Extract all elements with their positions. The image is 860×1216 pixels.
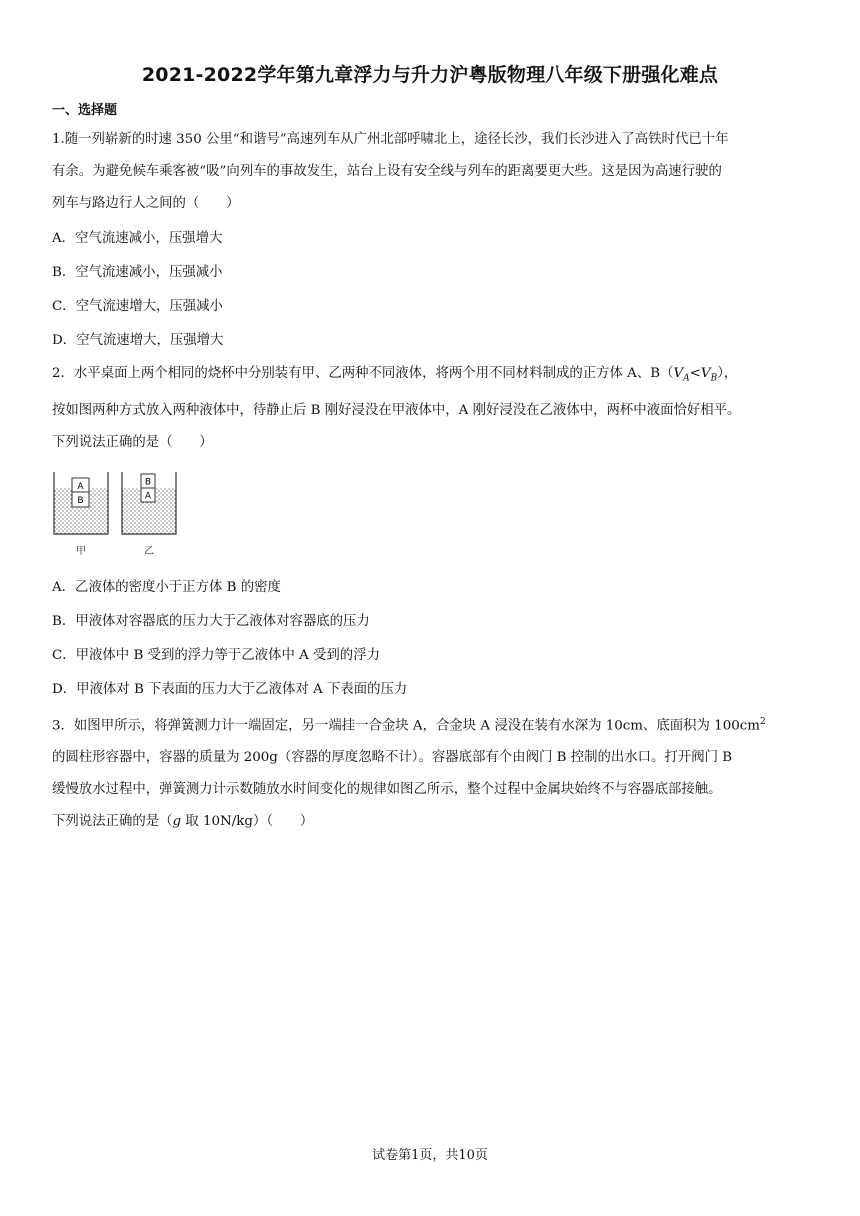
question-1-option-c: C．空气流速增大，压强减小 (52, 299, 223, 314)
cube-label: B (77, 496, 84, 506)
page-title: 2021-2022学年第九章浮力与升力沪粤版物理八年级下册强化难点 (141, 64, 719, 86)
question-3-text: 3．如图甲所示，将弹簧测力计一端固定，另一端挂一合金块 A，合金块 A 浸没在装有水深为 10cm、底面积为 100cm (52, 718, 760, 734)
question-1-line: 列车与路边行人之间的（ ） (52, 196, 240, 211)
question-1-line: 有余。为避免候车乘客被“吸”向列车的事故发生，站台上设有安全线与列车的距离要更大些。这是因为高速行驶的 (52, 164, 722, 179)
section-heading: 一、选择题 (52, 103, 118, 118)
question-2-line: 按如图两种方式放入两种液体中，待静止后 B 刚好浸没在甲液体中，A 刚好浸没在乙液体中，两杯中液面恰好相平。 (52, 402, 741, 418)
beaker-label-yi: 乙 (144, 546, 154, 557)
question-3-line (52, 706, 814, 742)
cube-label: B (144, 477, 152, 488)
area-unit-exponent: 2 (759, 717, 766, 727)
question-2-option-d: D．甲液体对 B 下表面的压力大于乙液体对 A 下表面的压力 (52, 682, 408, 697)
question-1-option-b: B．空气流速减小，压强减小 (52, 265, 223, 280)
question-2-text: 2．水平桌面上两个相同的烧杯中分别装有甲、乙两种不同液体，将两个用不同材料制成的正方体 A、B（ (52, 366, 674, 381)
question-1-stem (52, 124, 814, 220)
question-1-option-a: A．空气流速减小，压强增大 (52, 231, 223, 246)
beaker-yi (122, 472, 176, 534)
question-1-option-d: D．空气流速增大，压强增大 (52, 333, 224, 348)
question-2-option-c: C．甲液体中 B 受到的浮力等于乙液体中 A 受到的浮力 (52, 648, 380, 663)
volume-a-subscript: A (683, 373, 690, 384)
question-2-stem (52, 358, 814, 459)
question-2-option-b: B．甲液体对容器底的压力大于乙液体对容器底的压力 (52, 614, 370, 629)
question-3-stem (52, 706, 814, 838)
question-2-text: ）， (717, 366, 738, 381)
question-3-text: 取 10N/kg）（ ） (181, 814, 314, 830)
question-1-line: 1.随一列崭新的时速 350 公里“和谐号”高速列车从广州北部呼啸北上，途径长沙，我们长沙进入了高铁时代已十年 (52, 132, 729, 147)
beaker-jia (54, 472, 108, 534)
question-2-line (52, 358, 814, 395)
cube-label: A (144, 491, 152, 502)
question-3-text: 下列说法正确的是（ (52, 814, 173, 830)
cube-label: A (77, 482, 84, 492)
beaker-label-jia: 甲 (76, 546, 86, 557)
question-3-line (52, 806, 814, 838)
question-2-line: 下列说法正确的是（ ） (52, 434, 213, 450)
less-than-sign: < (689, 366, 701, 381)
question-3-line: 缓慢放水过程中，弹簧测力计示数随放水时间变化的规律如图乙所示，整个过程中金属块始终不与容器底部接触。 (52, 782, 722, 798)
beakers-figure (50, 466, 180, 566)
page-footer: 试卷第1页，共10页 (372, 1148, 488, 1163)
question-2-option-a: A．乙液体的密度小于正方体 B 的密度 (52, 580, 281, 595)
volume-a-symbol: V (673, 366, 684, 381)
question-3-line: 的圆柱形容器中，容器的质量为 200g（容器的厚度忽略不计）。容器底部有个由阀门 B 控制的出水口。打开阀门 B (52, 750, 733, 766)
volume-b-subscript: B (710, 373, 718, 384)
volume-b-symbol: V (700, 366, 711, 381)
gravity-symbol: g (172, 814, 182, 830)
